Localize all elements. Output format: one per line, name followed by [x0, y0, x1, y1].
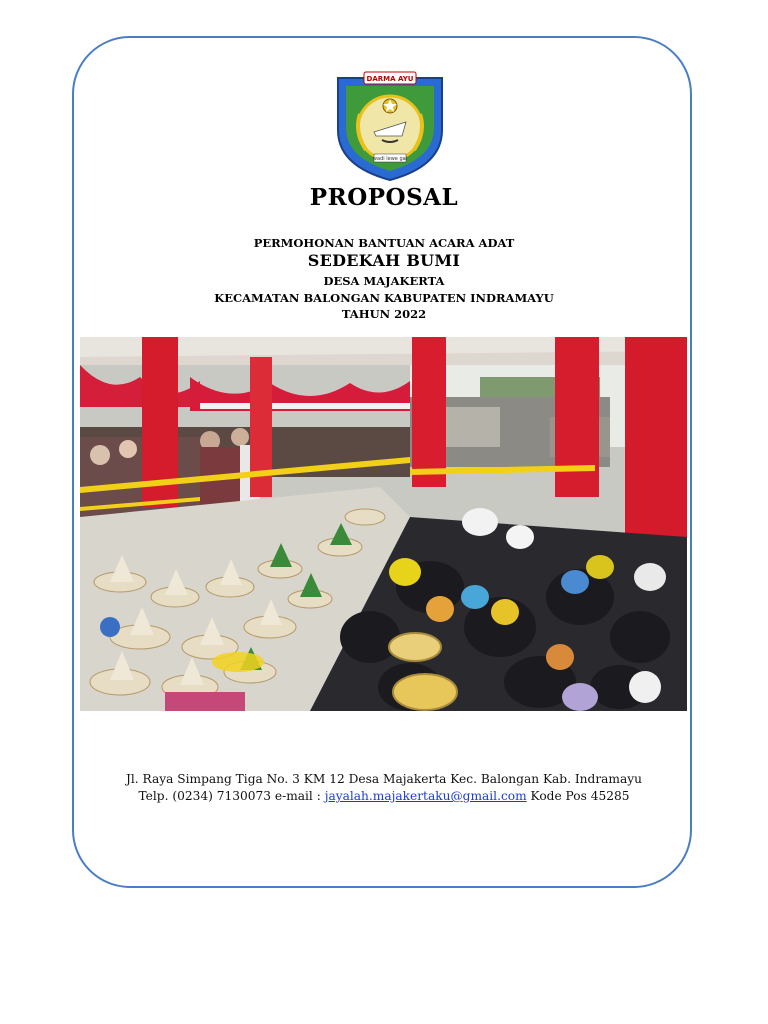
regency-emblem-icon: [330, 70, 450, 182]
email-link[interactable]: jayalah.majakertaku@gmail.com: [324, 789, 527, 803]
district-name: KECAMATAN BALONGAN KABUPATEN INDRAMAYU: [214, 291, 554, 305]
emblem-motto: wadi lewe gal: [372, 156, 408, 162]
subtitle-request: PERMOHONAN BANTUAN ACARA ADAT: [253, 236, 515, 250]
footer-contact: [0, 789, 768, 803]
footer-postal: Kode Pos 45285: [526, 789, 630, 803]
footer-phone: Telp. (0234) 7130073 e-mail :: [138, 789, 325, 803]
document-title: PROPOSAL: [309, 184, 459, 211]
document-year: TAHUN 2022: [341, 307, 427, 321]
event-name: SEDEKAH BUMI: [307, 251, 461, 270]
village-name: DESA MAJAKERTA: [323, 274, 445, 288]
footer-address: Jl. Raya Simpang Tiga No. 3 KM 12 Desa Majakerta Kec. Balongan Kab. Indramayu: [126, 772, 642, 786]
emblem-ribbon-text: DARMA AYU: [366, 75, 414, 83]
ceremony-photo: [80, 337, 687, 711]
